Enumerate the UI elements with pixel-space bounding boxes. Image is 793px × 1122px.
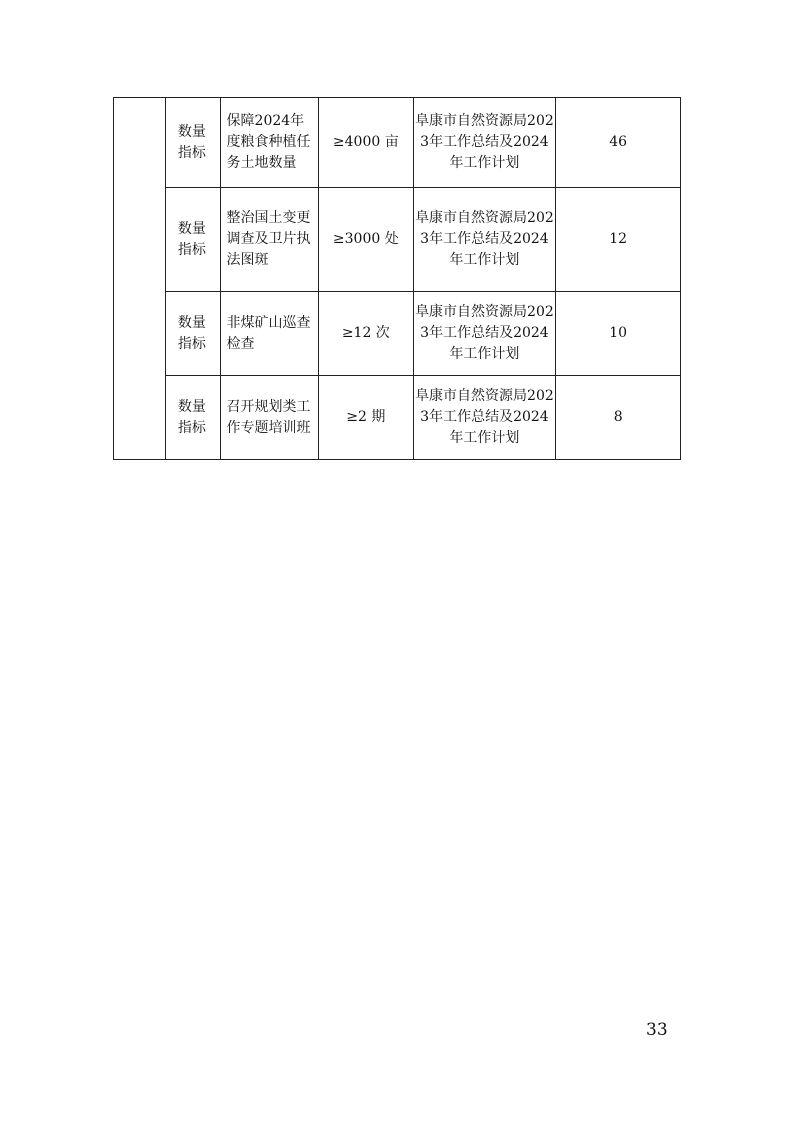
score-text: 10	[609, 325, 628, 341]
basis-cell	[413, 292, 556, 376]
score-cell	[556, 376, 681, 460]
merged-category-cell	[114, 98, 166, 460]
score-cell	[556, 188, 681, 292]
score-cell	[556, 98, 681, 188]
basis-text: 阜康市自然资源局2023年工作总结及2024年工作计划	[415, 304, 554, 362]
basis-text: 阜康市自然资源局2023年工作总结及2024年工作计划	[415, 210, 554, 268]
target-value-text: ≥3000 处	[332, 231, 399, 247]
score-cell	[556, 292, 681, 376]
indicator-name-cell	[220, 188, 319, 292]
table-row	[114, 292, 681, 376]
target-value-cell	[319, 98, 414, 188]
indicator-table	[113, 97, 681, 460]
table-row	[114, 376, 681, 460]
target-value-cell	[319, 292, 414, 376]
indicator-name-cell	[220, 376, 319, 460]
indicator-type-text: 数量指标	[177, 123, 206, 161]
basis-cell	[413, 98, 556, 188]
indicator-type-cell	[166, 188, 220, 292]
basis-text: 阜康市自然资源局2023年工作总结及2024年工作计划	[415, 113, 554, 171]
basis-cell	[413, 376, 556, 460]
target-value-text: ≥12 次	[341, 325, 390, 341]
table-row	[114, 98, 681, 188]
indicator-name-text: 保障2024年度粮食种植任务土地数量	[226, 113, 311, 171]
indicator-type-text: 数量指标	[177, 220, 206, 258]
score-text: 12	[609, 231, 628, 247]
indicator-name-cell	[220, 98, 319, 188]
indicator-type-cell	[166, 292, 220, 376]
indicator-name-cell	[220, 292, 319, 376]
score-text: 8	[613, 409, 623, 425]
table-row	[114, 188, 681, 292]
target-value-text: ≥2 期	[346, 409, 386, 425]
indicator-name-text: 非煤矿山巡查检查	[226, 314, 311, 352]
indicator-type-cell	[166, 376, 220, 460]
indicator-type-text: 数量指标	[177, 314, 206, 352]
target-value-cell	[319, 376, 414, 460]
indicator-name-text: 召开规划类工作专题培训班	[226, 398, 311, 436]
indicator-type-cell	[166, 98, 220, 188]
target-value-cell	[319, 188, 414, 292]
target-value-text: ≥4000 亩	[332, 134, 399, 150]
indicator-name-text: 整治国土变更调查及卫片执法图斑	[226, 210, 311, 268]
indicator-type-text: 数量指标	[177, 398, 206, 436]
basis-cell	[413, 188, 556, 292]
score-text: 46	[609, 134, 628, 150]
page-number: 33	[646, 1020, 668, 1040]
basis-text: 阜康市自然资源局2023年工作总结及2024年工作计划	[415, 388, 554, 446]
